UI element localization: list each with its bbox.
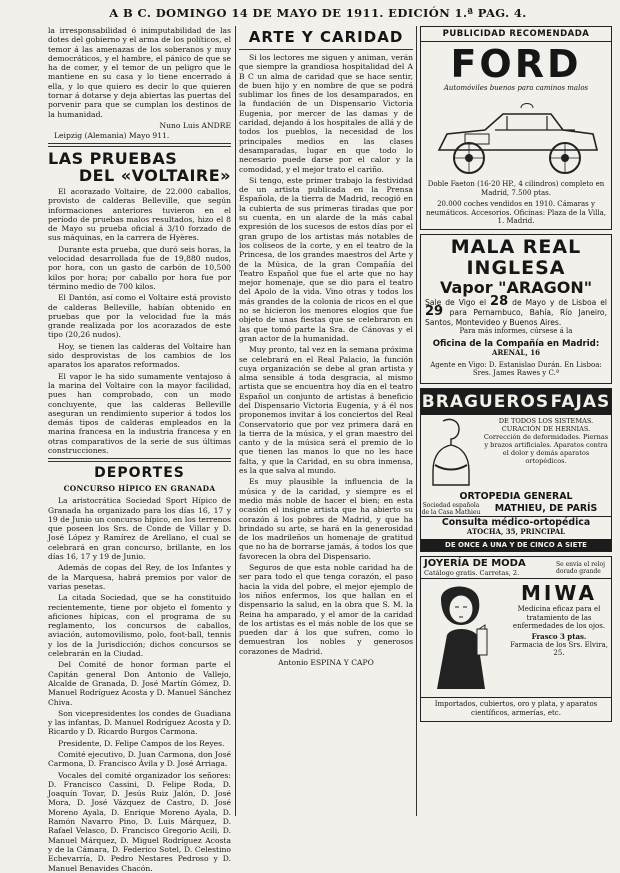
ad-joyeria-miwa xyxy=(420,556,612,721)
article-dateline: Leipzig (Alemania) Mayo 911. xyxy=(54,130,170,140)
miwa-block xyxy=(507,579,611,697)
paragraph: Son vicepresidentes los condes de Guadiana y las infantas, D. Manuel Rodríguez Acosta y D. Ricardo y D. Ricardo Burgos Carmona. xyxy=(48,708,231,737)
ad-section-title: PUBLICIDAD RECOMENDADA xyxy=(421,27,611,42)
brag-firm-row xyxy=(421,502,611,516)
ad-mala-real xyxy=(420,234,612,384)
miwa-text3: Farmacia de los Srs. Elvira, 25. xyxy=(510,641,608,658)
torso-icon xyxy=(421,415,481,487)
paragraph: Si tengo, este primer trabajo la festividad de un artista publicada en la Prensa Española, de la tierra de Madrid, recogió en la cubierta de sus primeras tiradas que por su cuenta, en un alarde de la más cabal expresión de los sucesos de estos días por el gran grupo de los artistas más notables de los coliseos de la corte, y en el teatro de la Princesa, de los grandes maestros del Arte y de la Música, de la gran Compañía del Teatro Español que fue el arte que no hay mejor homenaje, que se dio para el teatro del Apolo de la vida. Vino otras y todos los más grandes de la colonia de ricos en el que no se hicieron los menores elogios que fue objeto de unas fiestas que se celebraron en las que tomó parte la Sra. de Cánovas y el gran actor de la humanidad. xyxy=(239,175,413,343)
paragraph: Es muy plausible la influencia de la música y de la caridad, y siempre es el medio más noble de hacer el bien; en esta ocasión el insigne artista que ha abierto su corazón á los pobres de Madrid, y que ha brindado su arte, se hará en la generosidad de los madrileños un homenaje de gratitud que no ha de borrarse jamás, á todos los que favorecen la obra del Dispensario. xyxy=(239,477,413,561)
column-ads xyxy=(420,26,612,820)
brag-hours: DE ONCE A UNA Y DE CINCO A SIETE xyxy=(421,539,611,551)
ad-ford xyxy=(420,26,612,230)
ad-bragueros xyxy=(420,388,612,553)
joyeria-block xyxy=(424,558,556,577)
mala-schedule xyxy=(425,293,608,328)
brag-left-note: Sociedad española de la Casa Mathieu xyxy=(421,501,481,516)
ford-details: 20.000 coches vendidos en 1910. Cámaras y neumáticos. Accesorios. Oficinas: Plaza de la Villa, 1. Madrid. xyxy=(425,200,607,226)
miwa-text1: Medicina eficaz para el tratamiento de las enfermedades de los ojos. xyxy=(512,605,606,631)
paragraph: La aristocrática Sociedad Sport Hípico de Granada ha organizado para los días 16, 17 y 19 de Junio un concurso hípico, en los terrenos que poseen los Srs. de Conde de Villar y D. José López y Ramírez de Arellano, el cual se celebrará en gran concurso, brillante, en los días 16, 17 y 19 de Junio. xyxy=(48,496,231,562)
miwa-title: MIWA xyxy=(521,581,597,606)
paragraph: Si los lectores me siguen y animan, verán que siempre la grandiosa hospitalidad del A B C un alma de caridad que se hace sentir, de buen hijo y en nombre de que se podrá sublimar los fines de los desamparados, en la fundación de un Dispensario Victoria Eugenia, por mercer de las damas y de caridad, dejando á los hospitales de allá y de todos los pueblos, la necesidad de los principales medios en las clases desamparadas, lugar en que todo lo necesario puede darse por el calor y la comodidad, y el mejor trato el cariño. xyxy=(239,53,413,174)
miwa-figure xyxy=(421,579,507,697)
joyeria-title: JOYERÍA DE MODA xyxy=(424,558,526,570)
joyeria-bottom: Importados, cubiertos, oro y plata, y aparatos científicos, armerías, etc. xyxy=(421,697,611,720)
paragraph: El acorazado Voltaire, de 22.000 caballos, provisto de calderas Belleville, que según informaciones anteriores tuvieron en el período de pruebas malos resultados, hizo el 8 de Mayo su prueba oficial á 3/10 forzado de sus máquinas, en la carrera de Hyères. xyxy=(48,186,231,243)
mala-date-a: 28 xyxy=(490,293,509,309)
ford-tagline: Automóviles buenos para caminos malos xyxy=(443,84,589,92)
brag-title: BRAGUEROS xyxy=(421,391,550,412)
mala-text-b: de Mayo y de Lisboa el xyxy=(512,297,608,307)
brag-header xyxy=(421,389,611,415)
page-header: A B C. DOMINGO 14 DE MAYO DE 1911. EDICIÓN 1.ª PAG. 4. xyxy=(109,6,527,20)
miwa-text2: Frasco 3 ptas. xyxy=(531,631,587,641)
ford-logo: FORD xyxy=(450,42,582,86)
article-continuation: la irresponsabilidad ó inimputabilidad de las dotes del gobierno y el arma de los políticos, el temor á las amenazas de los soberanos y muy democráticos, y el hambre, el pánico de que se ha de comer, y el temor de un peligro que le mantiene en su casa y lo tiene encerrado á ella, y lo que quiero es decir lo que quieren tornar á dotarse y deja abiertas las puertas del porvenir para que se cumplan los destinos de la humanidad. xyxy=(48,26,231,119)
brag-ortopedia: ORTOPEDIA GENERAL xyxy=(459,490,573,502)
brag-firm: MATHIEU, DE PARÍS xyxy=(494,503,598,515)
divider xyxy=(48,143,231,147)
brag-address: ATOCHA, 35, PRINCIPAL xyxy=(466,526,566,536)
brag-body xyxy=(421,415,611,491)
subheadline-concurso: CONCURSO HÍPICO EN GRANADA xyxy=(63,484,216,494)
column-left xyxy=(48,26,231,873)
mala-date-b: 29 xyxy=(425,304,444,320)
mala-text-a: Sale de Vigo el xyxy=(425,297,487,307)
column-middle xyxy=(239,26,413,820)
mala-address: ARENAL, 16 xyxy=(492,348,540,358)
article-signature: Antonio ESPINA Y CAPO xyxy=(278,658,374,667)
joyeria-sub: Catálogo gratis. Carretas, 2. xyxy=(424,569,520,578)
brag-text: DE TODOS LOS SISTEMAS. CURACIÓN DE HERNIAS. Corrección de deformidades. Piernas y brazos artificiales. Aparatos contra el dolor y demás aparatos ortopédicos. xyxy=(483,416,609,465)
joyeria-side: Se envía el reloj dorado grande xyxy=(556,560,605,575)
miwa-row xyxy=(421,579,611,697)
paragraph: Muy pronto, tal vez en la semana próxima se celebrará en el Real Palacio, la función cuya organización se debe al gran artista y alma sensible á toda desgracia, al mismo artista que se encuentra hoy día en el teatro Español un conjunto de artistas á beneficio del Dispensario Victoria Eugenia, y á él nos proponemos invitar á los conciertos del Real Conservatorio que por vez primera dará en la tierra de la música, y el gran maestro del canto y de la música será el premio de lo que tienen las manos lo que no les hace falta, y que la Caridad, en su obra inmensa, es la que salva al mundo. xyxy=(239,345,413,476)
ford-price: Doble Faeton (16-20 HP., 4 cilindros) completo en Madrid, 7.500 ptas. xyxy=(427,180,605,197)
car-illustration xyxy=(425,94,607,180)
headline-arte-caridad: ARTE Y CARIDAD xyxy=(248,28,404,46)
mala-office: Oficina de la Compañía en Madrid: xyxy=(432,339,600,350)
joyeria-row xyxy=(421,557,611,579)
column-rule xyxy=(416,26,417,816)
mala-text-c: para Pernambuco, Bahía, Río Janeiro, Santos, Montevideo y Buenos Aires. xyxy=(425,308,607,327)
divider xyxy=(239,49,413,50)
paragraph: Además de copas del Rey, de los Infantes y de la Marquesa, habrá premios por valor de varias pesetas. xyxy=(48,563,231,591)
headline-pruebas-line2: DEL «VOLTAIRE» xyxy=(78,165,231,185)
paragraph: La citada Sociedad, que se ha constituido recientemente, tiene por objeto el fomento y aficiones hípicas, con el programa de su reglamento, los concursos de caballos, aviación, automovilismo, polo, foot-ball, tennis y los de la Jurisdicción; dichos concursos se celebrarán en la Ciudad. xyxy=(48,593,231,659)
divider xyxy=(48,458,231,462)
paragraph: Del Comité de honor forman parte el Capitán general Don Antonio de Vallejo, Alcalde de Granada, D. José Martín Gómez, D. Manuel Rodríguez Acosta y D. Manuel Sánchez Chiva. xyxy=(48,660,231,707)
paragraph: Comité ejecutivo, D. Juan Carmona, don José Carmona, D. Francisco Ávila y D. José Arriaga. xyxy=(48,750,231,769)
article-signature: Nuno Luis ANDRE xyxy=(159,120,231,130)
woman-icon xyxy=(421,579,507,697)
mala-ship-name: Vapor "ARAGON" xyxy=(439,277,593,297)
mala-title: MALA REAL INGLESA xyxy=(450,235,582,279)
car-icon xyxy=(425,94,607,180)
paragraph: El vapor le ha sido sumamente ventajoso á la marina del Voltaire con la mayor facilidad, pues han comprobado, con un modo concluyente, que las calderas Belleville aseguran un rendimiento superior á todos los demás tipos de calderas empleados en la marina francesa en la industria francesa y en otras comparativos de la serie de sus últimas construcciones. xyxy=(48,371,231,455)
paragraph: El Dantón, así como el Voltaire está provisto de calderas Belleville, habían obtenido en pruebas que por la velocidad fue la más grande realizada por los acorazados de este tipo (20,26 nudos). xyxy=(48,293,231,340)
column-rule xyxy=(235,26,236,816)
headline-pruebas-line1: LAS PRUEBAS xyxy=(48,148,178,168)
mala-agent: Agente en Vigo: D. Estanislao Durán. En Lisboa: Sres. James Rawes y C.ª xyxy=(430,360,602,378)
paragraph: Vocales del comité organizador los señores: D. Francisco Cassini, D. Felipe Roda, D. Joaquín Tovar, D. Jesús Ruiz Jalón, D. José Mora, D. José Vázquez de Castro, D. José Moreno Ayala, D. Enrique Moreno Ayala, D. Ramón Navarro Pino, D. Luis Márquez, D. Rafael Velasco, D. Francisco Gregorio Acili, D. Manuel Márquez, D. Miguel Rodríguez Acosta y de la Cámara, D. Federico Sotel, D. Celestino Echevarría, D. Pedro Nestares Pedroso y D. Manuel Benavides Chacón. xyxy=(48,770,231,873)
brag-fajas: FAJAS xyxy=(550,391,611,412)
paragraph: Presidente, D. Felipe Campos de los Reyes. xyxy=(58,738,225,748)
brag-consulta: Consulta médico-ortopédica xyxy=(421,516,611,528)
mala-note: Para más informes, cúrsese á la xyxy=(459,327,573,336)
paragraph: Hoy, se tienen las calderas del Voltaire han sido desprovistas de los cambios de los aparatos los aparatos reformados. xyxy=(48,341,231,370)
brag-figure xyxy=(421,415,481,491)
section-title-deportes: DEPORTES xyxy=(94,465,185,482)
paragraph: Seguros de que esta noble caridad ha de ser para todo el que tenga corazón, el paso hacia la vida del pobre, el mejor ejemplo de los niños enfermos, los que hallan en el dispensario la salud, en la obra que S. M. la Reina ha amparado, y el amor de la caridad de los artistas es el más noble de los que se pueden dar á los que sufren, como lo demuestran los nobles y generosos corazones de Madrid. xyxy=(239,563,413,656)
paragraph: Durante esta prueba, que duró seis horas, la velocidad desarrollada fue de 19,880 nudos, por hora, con un gasto de carbón de 10,500 kilos por hora; por caballo por hora fue por término medio de 700 kilos. xyxy=(48,244,231,291)
